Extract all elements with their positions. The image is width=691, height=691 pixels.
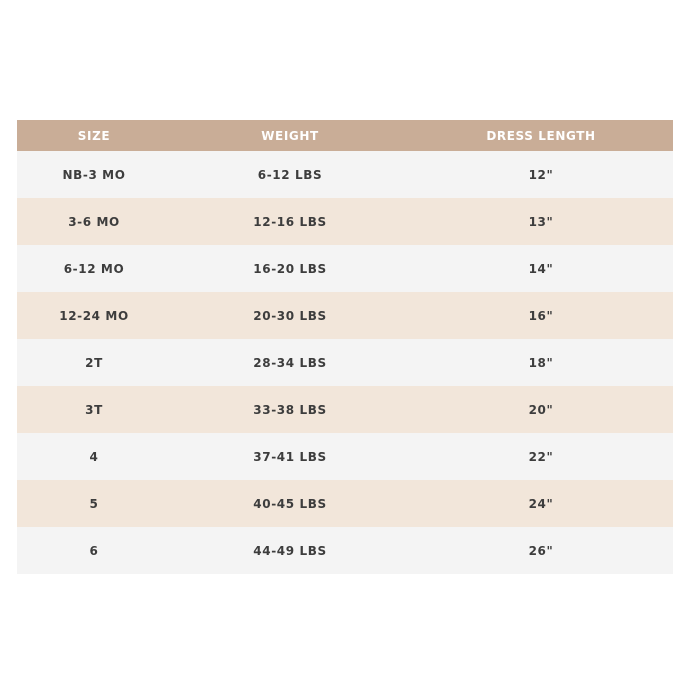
cell-dress-length: 18" bbox=[528, 355, 554, 370]
cell-weight: 33-38 LBS bbox=[253, 402, 327, 417]
table-row bbox=[17, 433, 673, 480]
cell-size: 12-24 MO bbox=[59, 308, 129, 323]
cell-weight: 40-45 LBS bbox=[253, 496, 327, 511]
cell-dress-length: 24" bbox=[528, 496, 554, 511]
cell-dress-length: 13" bbox=[528, 214, 554, 229]
cell-dress-length: 16" bbox=[528, 308, 554, 323]
cell-size: NB-3 MO bbox=[62, 167, 126, 182]
cell-dress-length: 14" bbox=[528, 261, 554, 276]
cell-weight: 37-41 LBS bbox=[253, 449, 327, 464]
table-row bbox=[17, 198, 673, 245]
cell-weight: 12-16 LBS bbox=[253, 214, 327, 229]
cell-size: 4 bbox=[89, 449, 99, 464]
table-row bbox=[17, 527, 673, 574]
cell-dress-length: 20" bbox=[528, 402, 554, 417]
cell-weight: 6-12 LBS bbox=[257, 167, 323, 182]
cell-weight: 20-30 LBS bbox=[253, 308, 327, 323]
cell-dress-length: 22" bbox=[528, 449, 554, 464]
header-size: SIZE bbox=[77, 128, 111, 143]
cell-dress-length: 12" bbox=[528, 167, 554, 182]
table-row bbox=[17, 245, 673, 292]
cell-weight: 16-20 LBS bbox=[253, 261, 327, 276]
cell-weight: 44-49 LBS bbox=[253, 543, 327, 558]
cell-dress-length: 26" bbox=[528, 543, 554, 558]
cell-weight: 28-34 LBS bbox=[253, 355, 327, 370]
cell-size: 3-6 MO bbox=[68, 214, 120, 229]
header-weight: WEIGHT bbox=[261, 128, 319, 143]
cell-size: 6-12 MO bbox=[63, 261, 125, 276]
cell-size: 3T bbox=[85, 402, 103, 417]
table-header bbox=[17, 120, 673, 151]
cell-size: 6 bbox=[89, 543, 99, 558]
table-row bbox=[17, 339, 673, 386]
table-row bbox=[17, 292, 673, 339]
header-dress-length: DRESS LENGTH bbox=[486, 128, 596, 143]
size-chart-table bbox=[17, 120, 673, 574]
table-row bbox=[17, 386, 673, 433]
table-row bbox=[17, 151, 673, 198]
table-row bbox=[17, 480, 673, 527]
cell-size: 2T bbox=[85, 355, 103, 370]
cell-size: 5 bbox=[89, 496, 99, 511]
